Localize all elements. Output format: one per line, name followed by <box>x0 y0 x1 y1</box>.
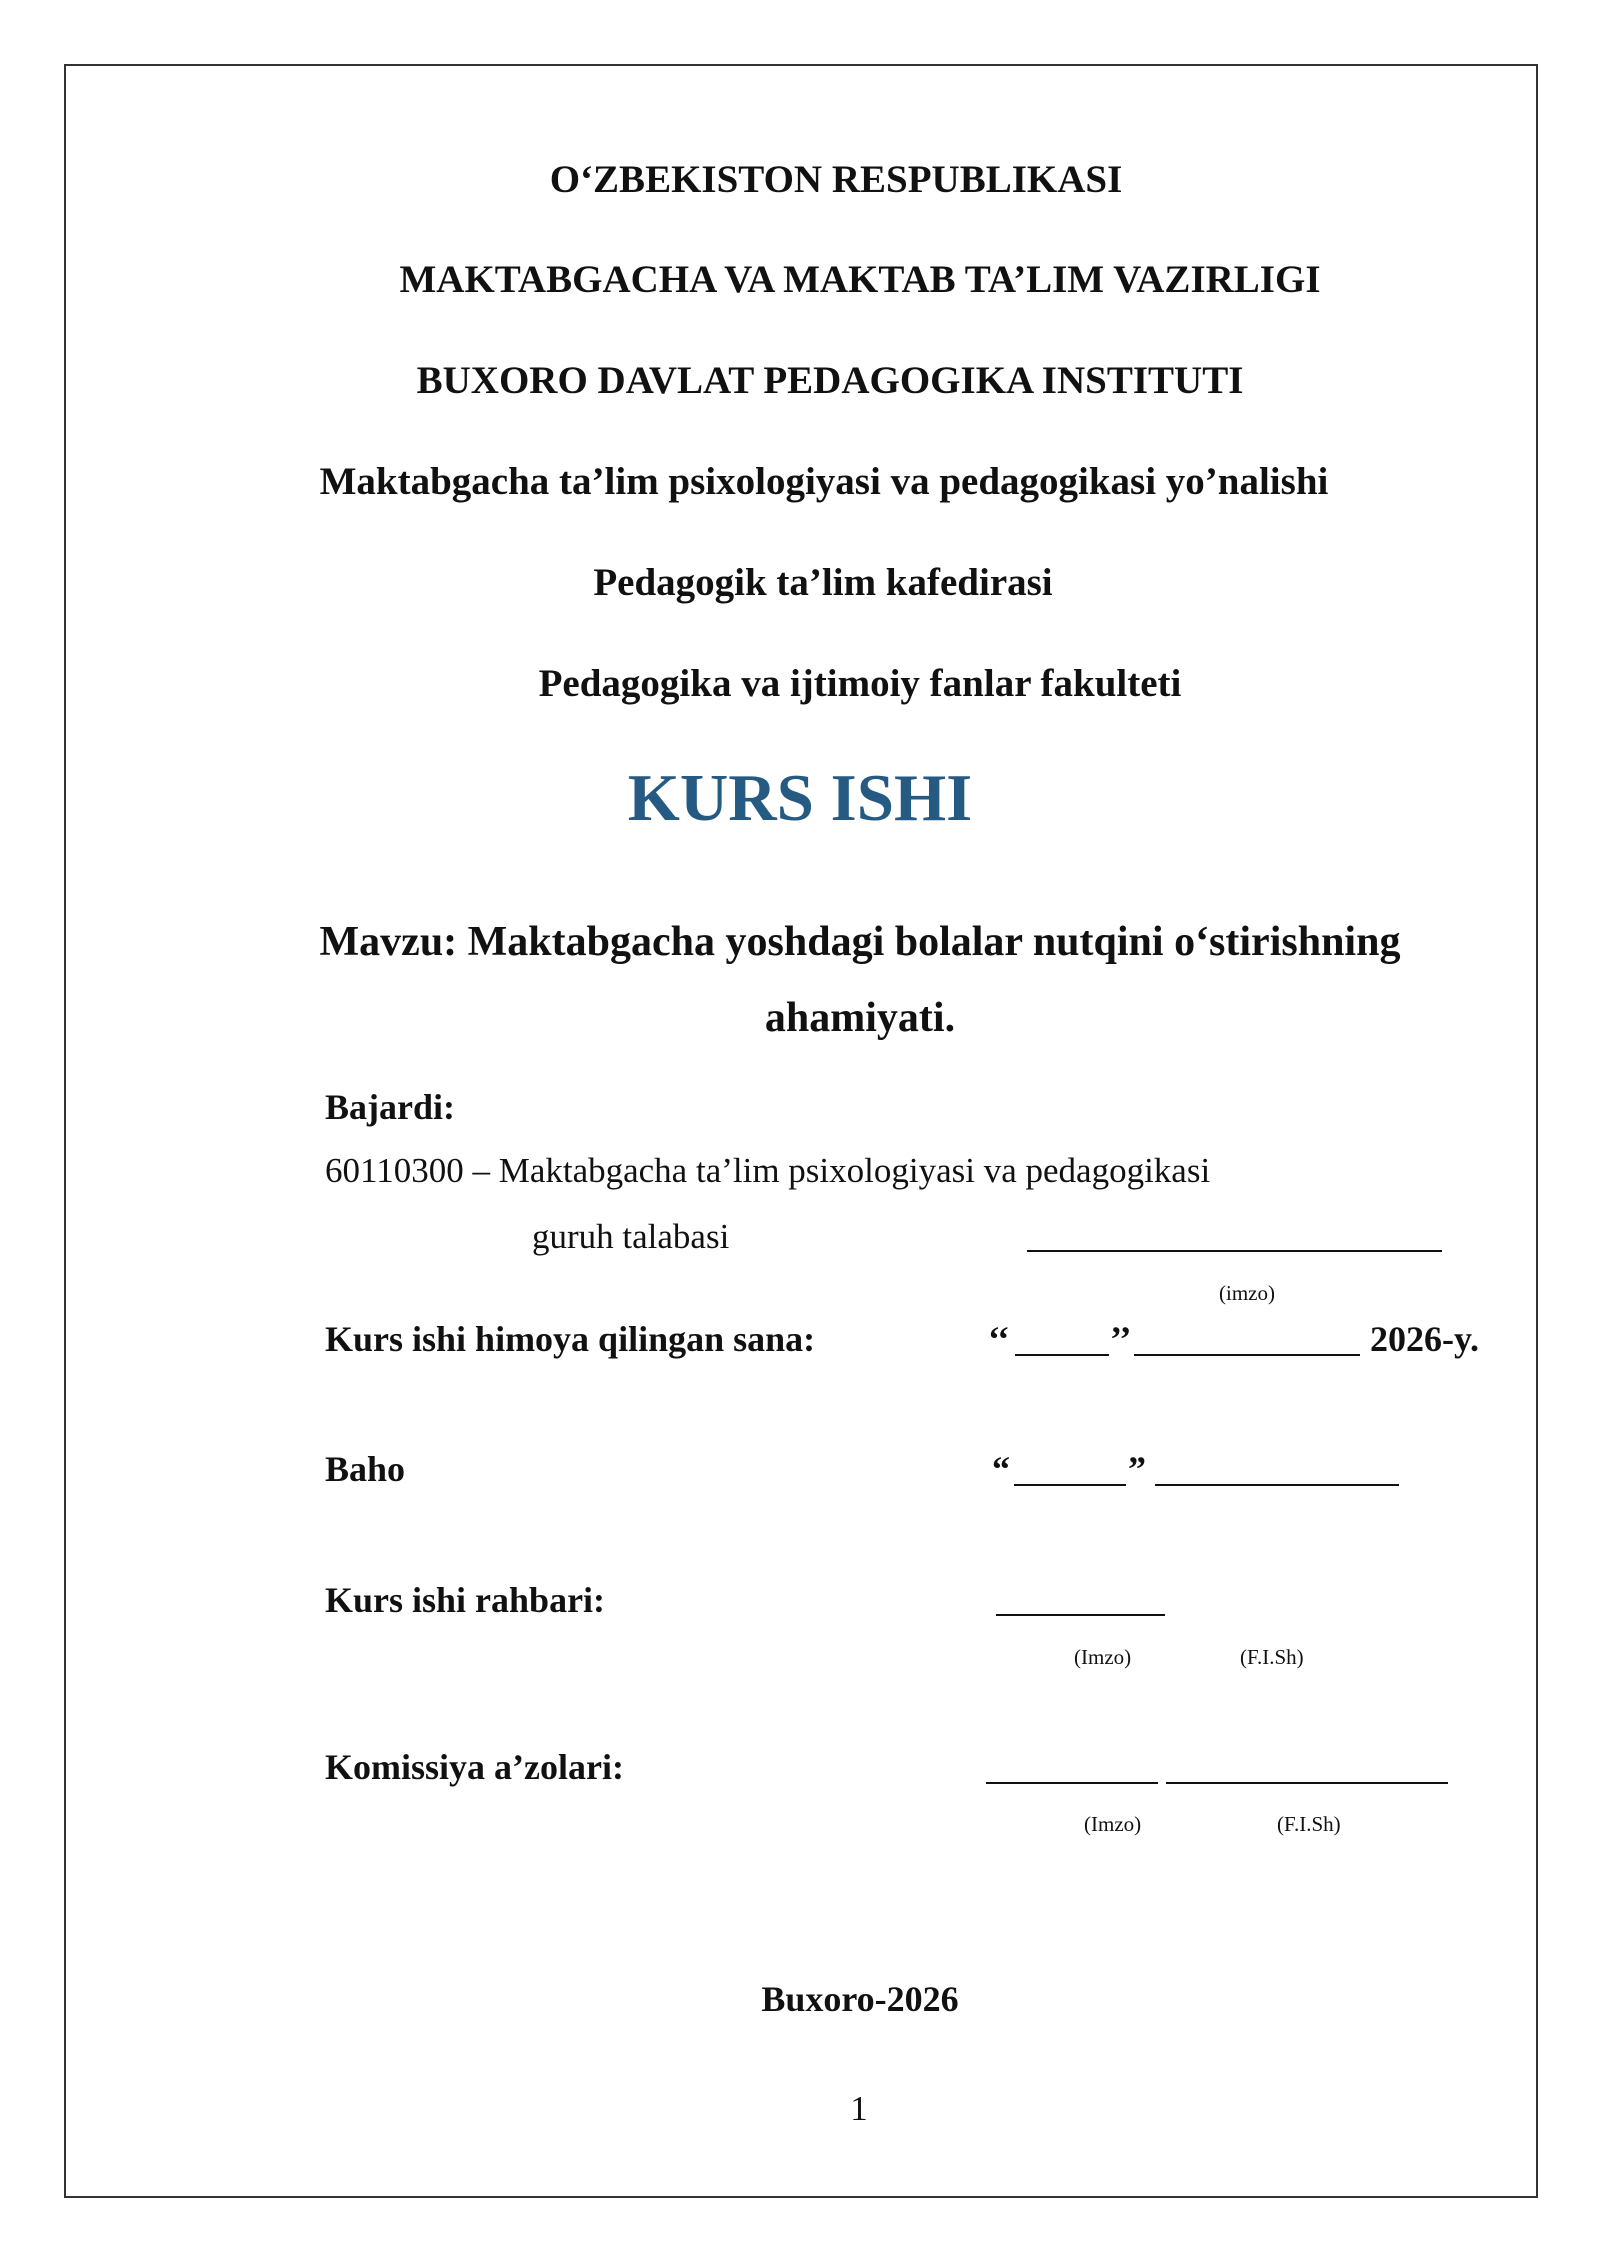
republic-heading: O‘ZBEKISTON RESPUBLIKASI <box>549 158 1123 201</box>
supervisor-sign-line <box>996 1614 1165 1616</box>
document-title: KURS ISHI <box>627 761 973 835</box>
supervisor-sign-caption: (Imzo) <box>1074 1645 1132 1669</box>
grade-close-quote: ” <box>1128 1449 1146 1489</box>
signature-line <box>1027 1250 1442 1252</box>
performer-label: Bajardi: <box>325 1087 455 1127</box>
grade-label: Baho <box>325 1449 406 1489</box>
faculty-heading: Pedagogika va ijtimoiy fanlar fakulteti <box>538 662 1182 705</box>
topic-heading: Mavzu: Maktabgacha yoshdagi bolalar nutqini o‘stirishning ahamiyati. <box>319 919 1401 1041</box>
program-text: 60110300 – Maktabgacha ta’lim psixologiyasi va pedagogikasi <box>325 1151 1211 1190</box>
defense-year: 2026-y. <box>1370 1319 1480 1359</box>
defense-open-quote: ‘‘ <box>988 1319 1010 1359</box>
defense-date-label: Kurs ishi himoya qilingan sana: <box>325 1319 816 1359</box>
defense-day-line <box>1015 1354 1109 1356</box>
page-number: 1 <box>850 2089 868 2128</box>
direction-heading: Maktabgacha ta’lim psixologiyasi va pedagogikasi yo’nalishi <box>319 460 1329 503</box>
institute-heading: BUXORO DAVLAT PEDAGOGIKA INSTITUTI <box>416 359 1244 402</box>
commission-name-caption: (F.I.Sh) <box>1277 1812 1341 1836</box>
commission-sign-caption: (Imzo) <box>1084 1812 1142 1836</box>
grade-words-line <box>1155 1484 1399 1486</box>
city-year: Buxoro-2026 <box>761 1979 959 2019</box>
supervisor-label: Kurs ishi rahbari: <box>325 1580 606 1620</box>
supervisor-name-caption: (F.I.Sh) <box>1240 1645 1304 1669</box>
group-text: guruh talabasi <box>532 1217 730 1256</box>
defense-close-quote: ’’ <box>1110 1319 1132 1359</box>
commission-label: Komissiya a’zolari: <box>325 1747 624 1787</box>
commission-sign-line <box>986 1782 1158 1784</box>
grade-value-line <box>1014 1484 1126 1486</box>
grade-open-quote: “ <box>992 1449 1010 1489</box>
commission-name-line <box>1166 1782 1448 1784</box>
department-heading: Pedagogik ta’lim kafedirasi <box>593 561 1053 604</box>
defense-month-line <box>1134 1354 1360 1356</box>
signature-caption: (imzo) <box>1219 1281 1275 1305</box>
ministry-heading: MAKTABGACHA VA MAKTAB TA’LIM VAZIRLIGI <box>399 258 1321 301</box>
